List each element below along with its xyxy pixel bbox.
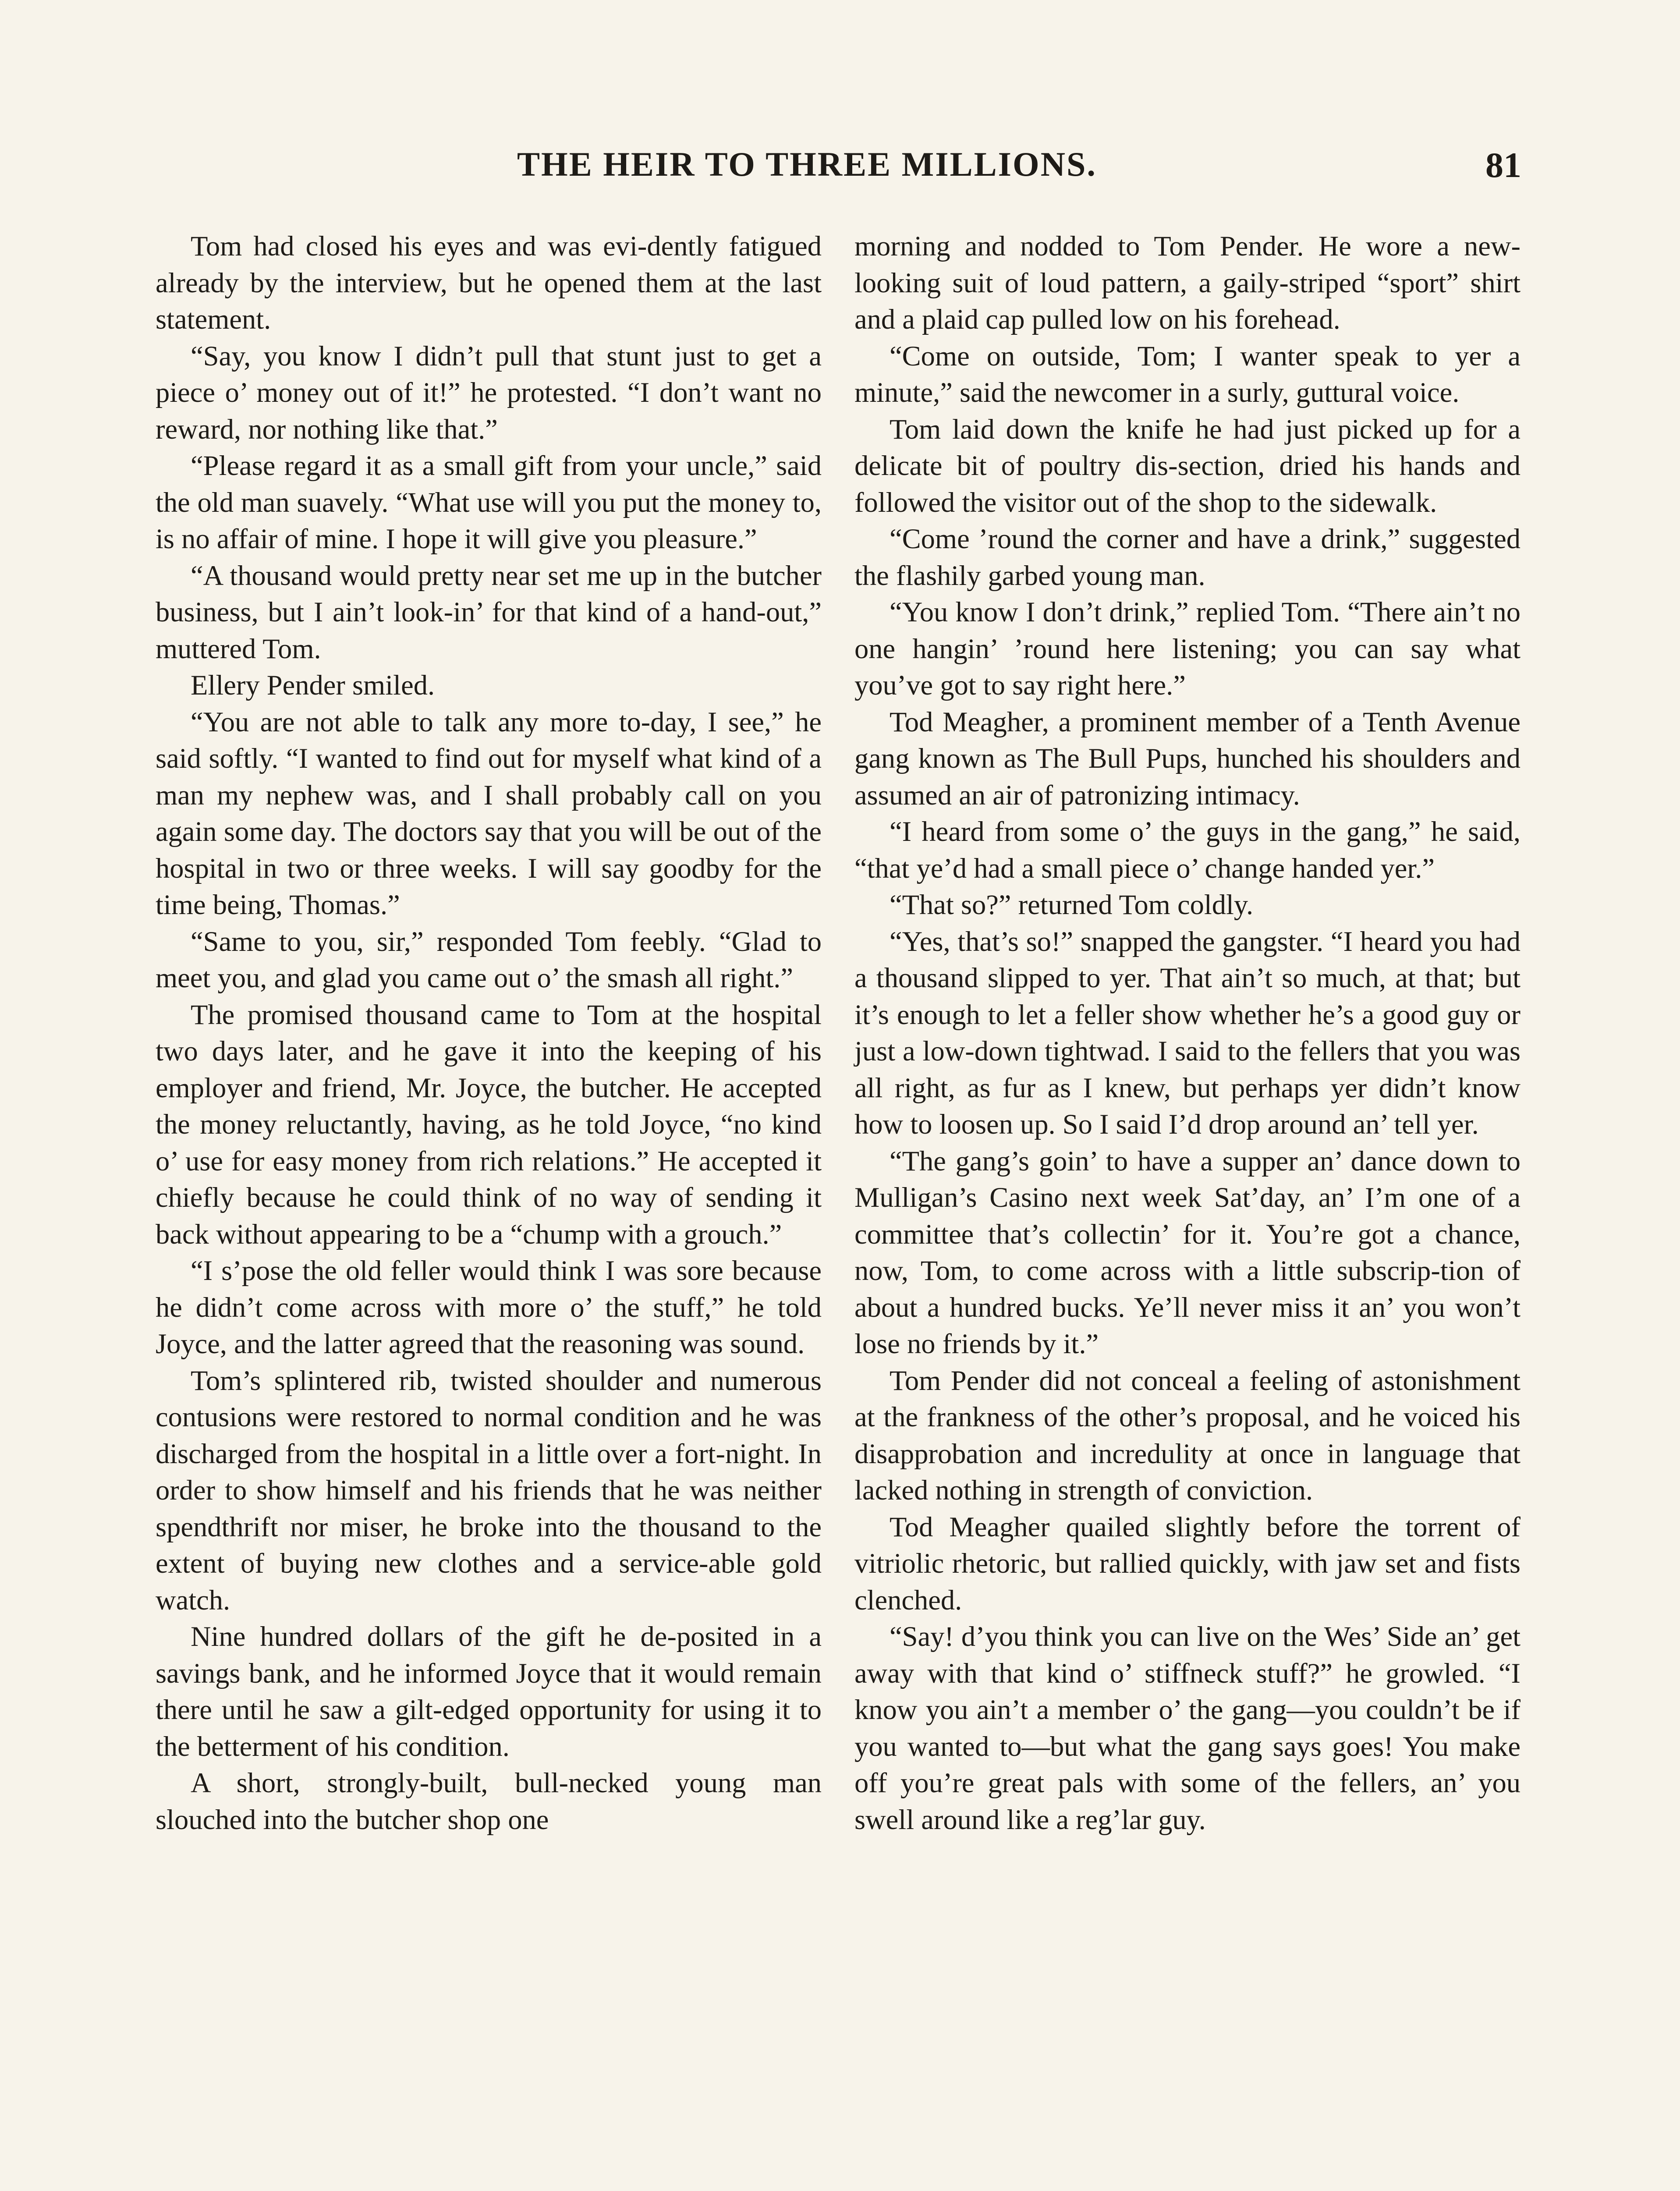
paragraph: Tom laid down the knife he had just picked up for a delicate bit of poultry dis-section, dried his hands and followed the visitor out of the shop to the sidewalk. — [854, 413, 1521, 518]
page-number: 81 — [1485, 145, 1521, 185]
paragraph: “Come ’round the corner and have a drink,” suggested the flashily garbed young man. — [854, 523, 1521, 591]
paragraph: Ellery Pender smiled. — [191, 670, 435, 701]
paragraph: “A thousand would pretty near set me up in the butcher business, but I ain’t look-in’ for that kind of a hand-out,” muttered Tom. — [156, 560, 822, 664]
paragraph: The promised thousand came to Tom at the hospital two days later, and he gave it into the keeping of his employer and friend, Mr. Joyce, the butcher. He accepted the money reluctantly, having, as he told Joyce, “no kind o’ use for easy money from rich relations.” He accepted it chiefly because he could think of no way of sending it back without appearing to be a “chump with a grouch.” — [156, 999, 822, 1250]
paragraph: “I s’pose the old feller would think I was sore because he didn’t come across with more o’ the stuff,” he told Joyce, and the latter agreed that the reasoning was sound. — [156, 1255, 822, 1359]
paragraph: “The gang’s goin’ to have a supper an’ dance down to Mulligan’s Casino next week Sat’day, an’ I’m one of a committee that’s collectin’ for it. You’re got a chance, now, Tom, to come across with a little subscrip-tion of about a hundred bucks. Ye’ll never miss it an’ you won’t lose no friends by it.” — [854, 1145, 1521, 1359]
paragraph: “Say, you know I didn’t pull that stunt just to get a piece o’ money out of it!” he protested. “I don’t want no reward, nor nothing like that.” — [156, 340, 822, 445]
paragraph: Tom Pender did not conceal a feeling of astonishment at the frankness of the other’s proposal, and he voiced his disapprobation and incredulity at once in language that lacked nothing in strength of conviction. — [854, 1365, 1521, 1506]
paragraph: “I heard from some o’ the guys in the gang,” he said, “that ye’d had a small piece o’ change handed yer.” — [854, 816, 1521, 884]
paragraph: Tom had closed his eyes and was evi-dently fatigued already by the interview, but he opened them at the last statement. — [156, 230, 822, 335]
paragraph: Nine hundred dollars of the gift he de-posited in a savings bank, and he informed Joyce that it would remain there until he saw a gilt-edged opportunity for using it to the betterment of his condition. — [156, 1621, 822, 1762]
paragraph: “You know I don’t drink,” replied Tom. “There ain’t no one hangin’ ’round here listening; you can say what you’ve got to say right here.” — [854, 596, 1521, 701]
paragraph-continued: morning and nodded to Tom Pender. He wore a new-looking suit of loud pattern, a gaily-striped “sport” shirt and a plaid cap pulled low on his forehead. — [854, 230, 1521, 335]
left-column — [156, 228, 822, 1838]
paragraph: “That so?” returned Tom coldly. — [890, 889, 1254, 920]
paragraph: Tom’s splintered rib, twisted shoulder and numerous contusions were restored to normal condition and he was discharged from the hospital in a little over a fort-night. In order to show himself and his friends that he was neither spendthrift nor miser, he broke into the thousand to the extent of buying new clothes and a service-able gold watch. — [156, 1365, 822, 1616]
running-head — [0, 145, 1680, 206]
paragraph: “Please regard it as a small gift from your uncle,” said the old man suavely. “What use will you put the money to, is no affair of mine. I hope it will give you pleasure.” — [156, 450, 822, 554]
right-column — [854, 228, 1521, 1838]
paragraph: Tod Meagher, a prominent member of a Tenth Avenue gang known as The Bull Pups, hunched his shoulders and assumed an air of patronizing intimacy. — [854, 706, 1521, 811]
paragraph: A short, strongly-built, bull-necked young man slouched into the butcher shop one — [156, 1767, 822, 1835]
paragraph: “Say! d’you think you can live on the Wes’ Side an’ get away with that kind o’ stiffneck stuff?” he growled. “I know you ain’t a member o’ the gang—you couldn’t be if you wanted to—but what the gang says goes! You make off you’re great pals with some of the fellers, an’ you swell around like a reg’lar guy. — [854, 1621, 1521, 1835]
paragraph: “Yes, that’s so!” snapped the gangster. “I heard you had a thousand slipped to yer. That ain’t so much, at that; but it’s enough to let a feller show whether he’s a good guy or just a low-down tightwad. I said to the fellers that you was all right, as fur as I knew, but perhaps yer didn’t know how to loosen up. So I said I’d drop around an’ tell yer. — [854, 925, 1521, 1140]
running-title: THE HEIR TO THREE MILLIONS. — [517, 145, 1097, 183]
paragraph: “You are not able to talk any more to-day, I see,” he said softly. “I wanted to find out for myself what kind of a man my nephew was, and I shall probably call on you again some day. The doctors say that you will be out of the hospital in two or three weeks. I will say goodby for the time being, Thomas.” — [156, 706, 822, 920]
paragraph: Tod Meagher quailed slightly before the torrent of vitriolic rhetoric, but rallied quickly, with jaw set and fists clenched. — [854, 1511, 1521, 1616]
paragraph: “Same to you, sir,” responded Tom feebly. “Glad to meet you, and glad you came out o’ the smash all right.” — [156, 925, 822, 993]
paragraph: “Come on outside, Tom; I wanter speak to yer a minute,” said the newcomer in a surly, guttural voice. — [854, 340, 1521, 408]
